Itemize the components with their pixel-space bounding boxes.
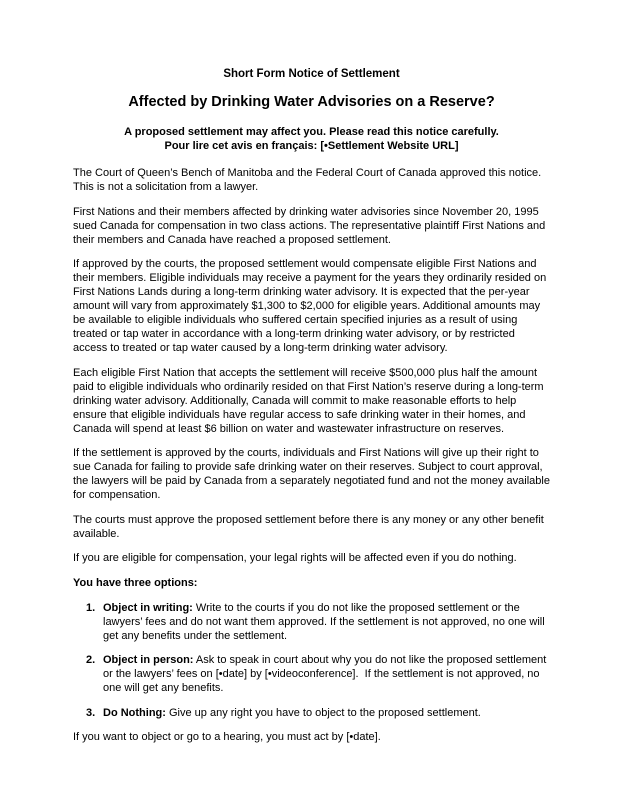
paragraph-release-of-claims: If the settlement is approved by the courts, individuals and First Nations will give up their right to sue Canada for failing to provide safe drinking water on their reserves. Subject to court approval, the lawyers will be paid by Canada from a separately negotiated fund and not the money available for compensation.: [73, 447, 554, 501]
paragraph-background: First Nations and their members affected by drinking water advisories since November 20, 1995 sued Canada for compensation in two class actions. The representative plaintiff First Nations and their members and Canada have reached a proposed settlement.: [73, 205, 549, 246]
notice-subtitle-line2: Pour lire cet avis en français: [•Settlement Website URL]: [164, 140, 459, 152]
list-item-text: Write to the courts if you do not like the proposed settlement or the lawyers’ fees and do not want them approved. If the settlement is not approved, no one will get any benefits under the settlement.: [103, 601, 548, 642]
list-item-number: 2.: [86, 654, 96, 666]
list-item-object-in-writing: [86, 601, 550, 643]
paragraph-court-approved-notice: The Court of Queen’s Bench of Manitoba and the Federal Court of Canada approved this notice. This is not a solicitation from a lawyer.: [73, 167, 545, 193]
list-item-do-nothing: [86, 706, 550, 720]
list-item-label: Object in person:: [103, 654, 194, 666]
paragraph-approval-required: The courts must approve the proposed settlement before there is any money or any other benefit available.: [73, 513, 547, 540]
notice-subtitle: [73, 125, 550, 153]
notice-title: Affected by Drinking Water Advisories on a Reserve?: [128, 94, 495, 110]
list-item-body: [103, 653, 550, 695]
list-item-text: Give up any right you have to object to the proposed settlement.: [165, 706, 481, 719]
list-item-label: Object in writing:: [103, 601, 193, 614]
list-item-number: 3.: [86, 706, 96, 719]
notice-kicker: Short Form Notice of Settlement: [223, 68, 400, 80]
list-item-body: [103, 706, 550, 720]
list-item-body: [103, 601, 550, 643]
paragraph-first-nation-compensation: Each eligible First Nation that accepts the settlement will receive $500,000 plus half the amount paid to eligible individuals who ordinarily resided on that First Nation’s reserve during a long-term drinking water advisory. Additionally, Canada will commit to make reasonable efforts to help ensure that eligible individuals have regular access to safe drinking water in their homes, and Canada will spend at least $6 billion on water and wastewater infrastructure on reserves.: [73, 366, 547, 435]
list-item-text: Ask to speak in court about why you do not like the proposed settlement or the lawyers’ fees on [•date] by [•videoconference]. If the settlement is not approved, no one will get any benefits.: [103, 654, 550, 694]
closing-deadline-line: If you want to object or go to a hearing, you must act by [•date].: [73, 731, 381, 743]
list-item-label: Do Nothing:: [103, 706, 166, 719]
list-item-number: 1.: [86, 601, 96, 614]
notice-subtitle-line1: A proposed settlement may affect you. Please read this notice carefully.: [124, 126, 499, 138]
paragraph-individual-compensation: If approved by the courts, the proposed settlement would compensate eligible First Nations and their members. Eligible individuals may receive a payment for the years they ordinarily resided on First Nations Lands during a long-term drinking water advisory. It is expected that the per-year amount will vary from approximately $1,300 to $2,000 for eligible years. Additional amounts may be available to eligible individuals who suffered certain specified injuries as a result of using treated or tap water in accordance with a long-term drinking water advisory, or by restricted access to treated or tap water caused by a long-term drinking water advisory.: [73, 258, 550, 354]
list-item-object-in-person: [86, 653, 550, 695]
options-heading: You have three options:: [73, 576, 198, 589]
options-list: [86, 601, 550, 720]
paragraph-rights-affected: If you are eligible for compensation, your legal rights will be affected even if you do nothing.: [73, 552, 517, 564]
